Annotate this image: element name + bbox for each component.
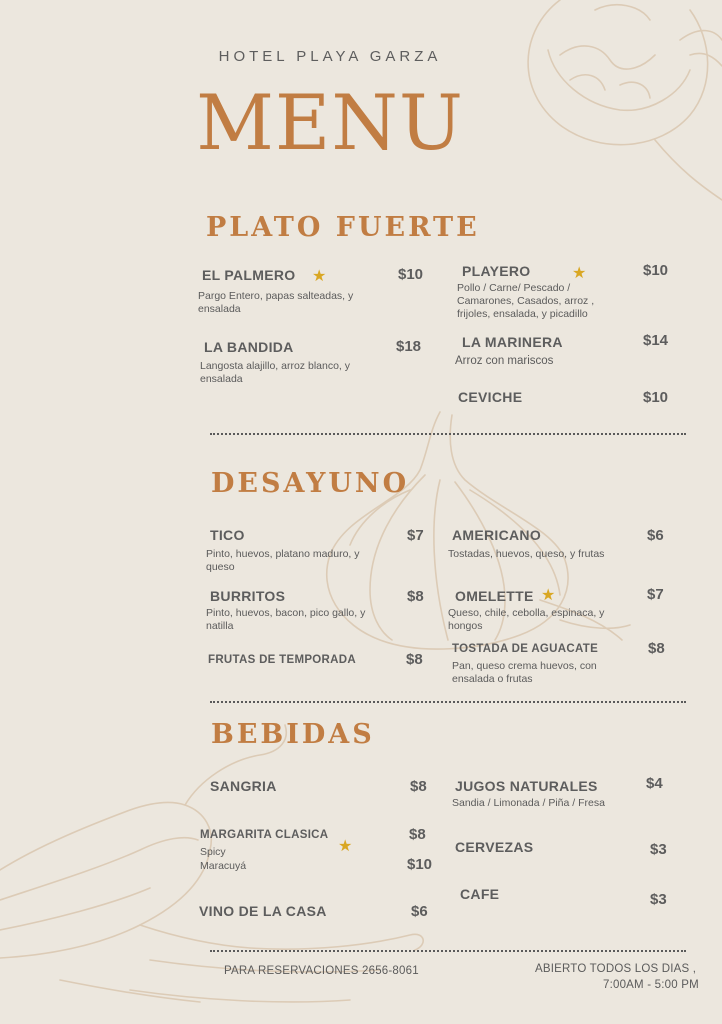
star-icon: ★ [541, 587, 556, 604]
item-name-playero: PLAYERO [462, 263, 531, 279]
item-name-margarita-clasica: MARGARITA CLASICA [200, 829, 329, 841]
item-name-vino-de-la-casa: VINO DE LA CASA [199, 903, 327, 919]
section-title-desayuno: DESAYUNO [211, 468, 410, 499]
item-desc-burritos: Pinto, huevos, bacon, pico gallo, y natilla [206, 607, 366, 632]
reservations-info: PARA RESERVACIONES 2656-8061 [224, 965, 419, 977]
item-name-omelette: OMELETTE [455, 588, 534, 604]
item-name-tostada-de-aguacate: TOSTADA DE AGUACATE [452, 643, 599, 655]
item-price-americano: $6 [647, 527, 664, 544]
star-icon: ★ [338, 838, 353, 855]
item-price-tico: $7 [407, 527, 424, 544]
hotel-name: HOTEL PLAYA GARZA [218, 48, 442, 65]
item-price-la-bandida: $18 [396, 338, 422, 355]
item-price-frutas-de-temporada: $8 [406, 651, 423, 668]
item-price-tostada-de-aguacate: $8 [648, 640, 665, 657]
section-title-bebidas: BEBIDAS [211, 719, 375, 750]
item-price-sangria: $8 [410, 778, 427, 795]
item-name-la-marinera: LA MARINERA [462, 334, 563, 350]
divider [210, 950, 686, 952]
item-option-spicy: Spicy [200, 846, 226, 858]
item-price-cervezas: $3 [650, 841, 667, 858]
item-name-ceviche: CEVICHE [458, 389, 523, 405]
item-name-cervezas: CERVEZAS [455, 839, 534, 855]
opening-hours: 7:00AM - 5:00 PM [603, 979, 699, 991]
item-price-vino-de-la-casa: $6 [411, 903, 428, 920]
item-desc-playero: Pollo / Carne/ Pescado / Camarones, Casados, arroz , frijoles, ensalada, y picadillo [457, 282, 595, 320]
item-desc-el-palmero: Pargo Entero, papas salteadas, y ensalada [198, 290, 354, 315]
star-icon: ★ [572, 265, 587, 282]
item-desc-jugos-naturales: Sandia / Limonada / Piña / Fresa [452, 797, 605, 809]
divider [210, 701, 686, 703]
item-name-tico: TICO [210, 527, 245, 543]
item-price-omelette: $7 [647, 586, 664, 603]
item-price-cafe: $3 [650, 891, 667, 908]
item-price-jugos-naturales: $4 [646, 775, 663, 792]
item-desc-tico: Pinto, huevos, platano maduro, y queso [206, 548, 360, 573]
item-desc-americano: Tostadas, huevos, queso, y frutas [448, 548, 605, 560]
item-price-margarita-clasica: $8 [409, 826, 426, 843]
item-name-americano: AMERICANO [452, 527, 542, 543]
item-price-ceviche: $10 [643, 389, 669, 406]
item-name-jugos-naturales: JUGOS NATURALES [455, 778, 598, 794]
item-desc-la-marinera: Arroz con mariscos [455, 355, 554, 367]
item-desc-omelette: Queso, chile, cebolla, espinaca, y hongos [448, 607, 605, 632]
item-name-la-bandida: LA BANDIDA [204, 339, 294, 355]
item-price2-margarita-clasica: $10 [407, 856, 433, 873]
item-desc-tostada-de-aguacate: Pan, queso crema huevos, con ensalada o frutas [452, 660, 597, 685]
item-price-playero: $10 [643, 262, 669, 279]
item-option-maracuya: Maracuyá [200, 860, 247, 872]
item-name-sangria: SANGRIA [210, 778, 277, 794]
item-name-el-palmero: EL PALMERO [202, 267, 296, 283]
opening-days: ABIERTO TODOS LOS DIAS , [535, 963, 697, 975]
item-price-la-marinera: $14 [643, 332, 669, 349]
item-name-burritos: BURRITOS [210, 588, 286, 604]
menu-title: MENU [196, 78, 464, 167]
item-name-cafe: CAFE [460, 886, 500, 902]
star-icon: ★ [312, 268, 327, 285]
item-name-frutas-de-temporada: FRUTAS DE TEMPORADA [208, 654, 356, 666]
item-price-burritos: $8 [407, 588, 424, 605]
item-desc-la-bandida: Langosta alajillo, arroz blanco, y ensalada [200, 360, 351, 385]
divider [210, 433, 686, 435]
section-title-plato-fuerte: PLATO FUERTE [206, 212, 480, 243]
item-price-el-palmero: $10 [398, 266, 424, 283]
